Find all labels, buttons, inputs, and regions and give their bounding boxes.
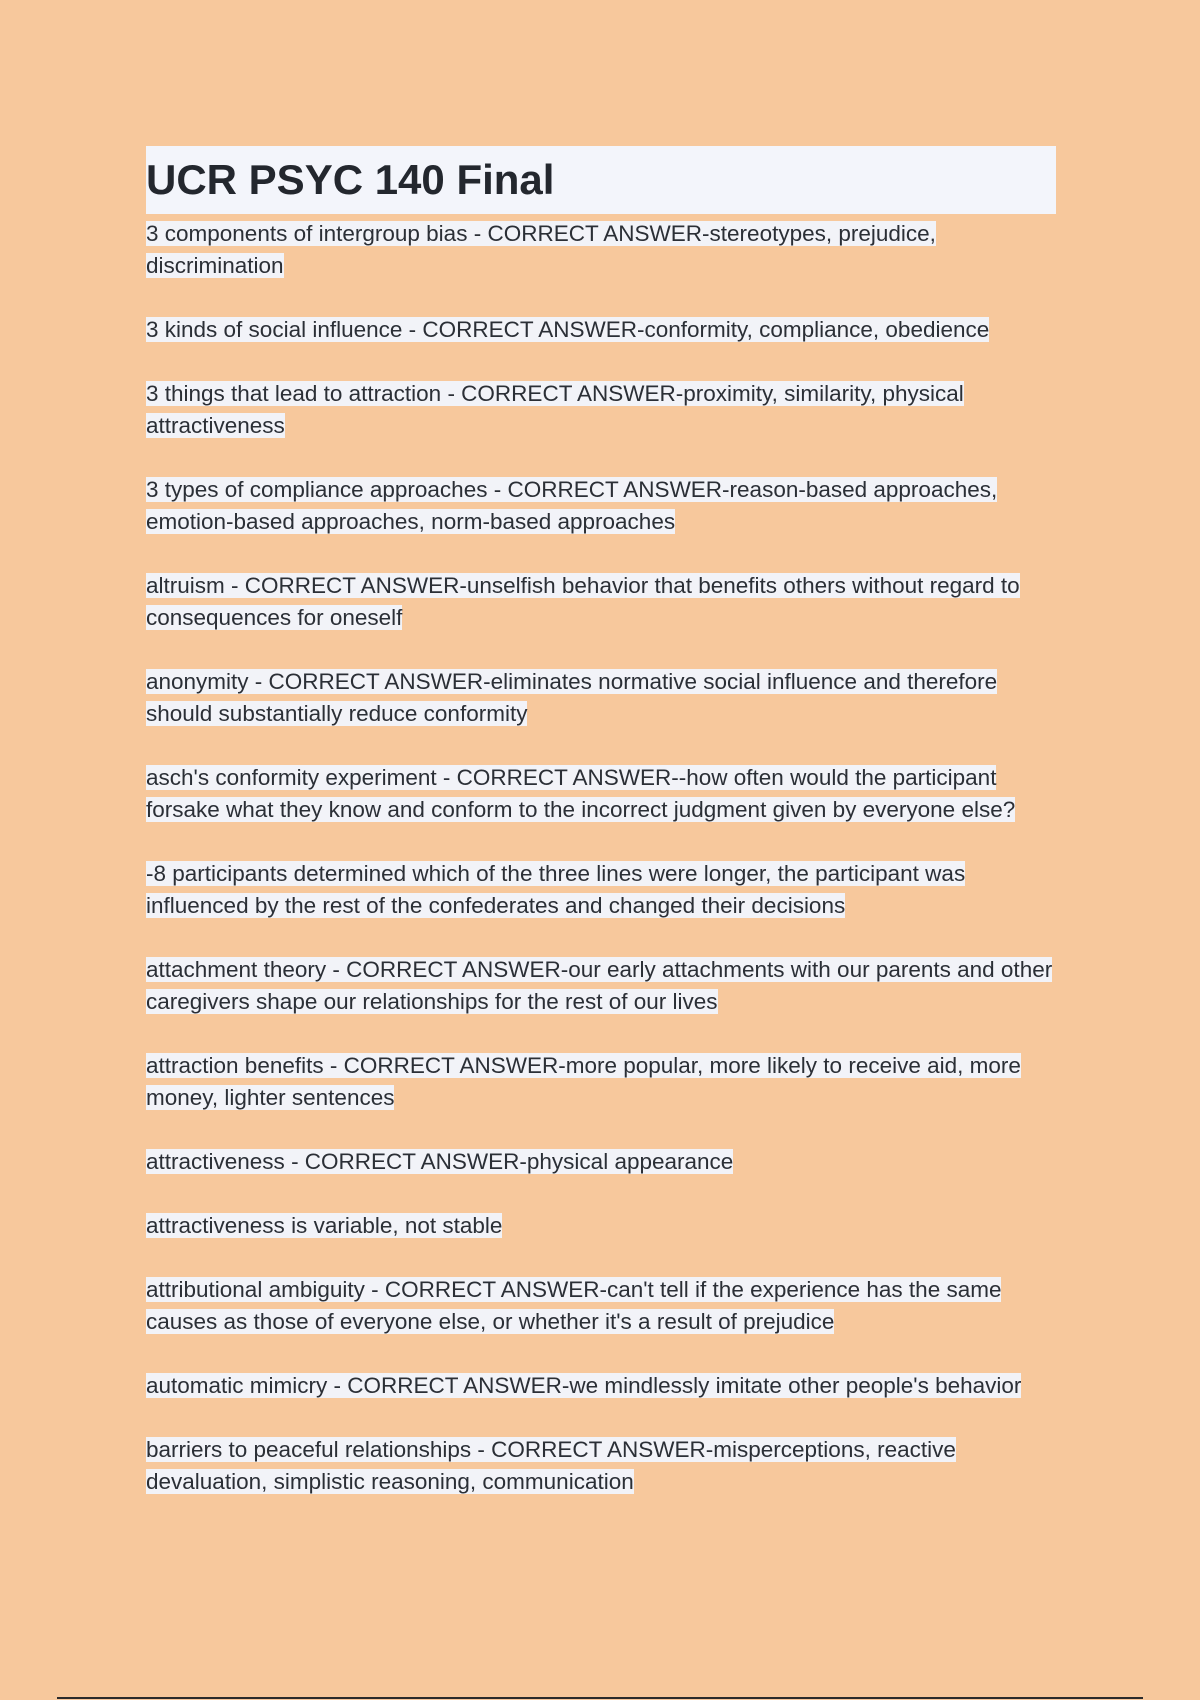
list-item	[146, 1370, 1056, 1402]
document-title: UCR PSYC 140 Final	[146, 156, 555, 203]
list-item	[146, 218, 1056, 282]
list-item	[146, 378, 1056, 442]
entry-text: -8 participants determined which of the three lines were longer, the participant was influenced by the rest of the confederates and changed their decisions	[146, 861, 966, 918]
entry-text: attractiveness is variable, not stable	[146, 1213, 503, 1238]
entry-text: automatic mimicry - CORRECT ANSWER-we mindlessly imitate other people's behavior	[146, 1373, 1022, 1398]
entry-text: 3 kinds of social influence - CORRECT ANSWER-conformity, compliance, obedience	[146, 317, 990, 342]
entry-text: 3 types of compliance approaches - CORRECT ANSWER-reason-based approaches, emotion-based approaches, norm-based approaches	[146, 477, 998, 534]
document-page	[146, 146, 1056, 1530]
entry-text: attributional ambiguity - CORRECT ANSWER-can't tell if the experience has the same causes as those of everyone else, or whether it's a result of prejudice	[146, 1277, 1002, 1334]
entry-text: barriers to peaceful relationships - CORRECT ANSWER-misperceptions, reactive devaluation, simplistic reasoning, communication	[146, 1437, 956, 1494]
list-item	[146, 570, 1056, 634]
page-divider	[57, 1697, 1143, 1699]
list-item	[146, 1050, 1056, 1114]
entry-text: attractiveness - CORRECT ANSWER-physical appearance	[146, 1149, 734, 1174]
list-item	[146, 1434, 1056, 1498]
list-item	[146, 1210, 1056, 1242]
entry-text: 3 things that lead to attraction - CORRECT ANSWER-proximity, similarity, physical attractiveness	[146, 381, 964, 438]
list-item	[146, 954, 1056, 1018]
list-item	[146, 666, 1056, 730]
list-item	[146, 1146, 1056, 1178]
entry-list	[146, 218, 1056, 1498]
list-item	[146, 314, 1056, 346]
entry-text: attraction benefits - CORRECT ANSWER-more popular, more likely to receive aid, more money, lighter sentences	[146, 1053, 1021, 1110]
entry-text: asch's conformity experiment - CORRECT ANSWER--how often would the participant forsake what they know and conform to the incorrect judgment given by everyone else?	[146, 765, 1016, 822]
list-item	[146, 1274, 1056, 1338]
entry-text: altruism - CORRECT ANSWER-unselfish behavior that benefits others without regard to consequences for oneself	[146, 573, 1020, 630]
list-item	[146, 474, 1056, 538]
list-item	[146, 762, 1056, 826]
entry-text: anonymity - CORRECT ANSWER-eliminates normative social influence and therefore should substantially reduce conformity	[146, 669, 998, 726]
entry-text: attachment theory - CORRECT ANSWER-our early attachments with our parents and other caregivers shape our relationships for the rest of our lives	[146, 957, 1053, 1014]
entry-text: 3 components of intergroup bias - CORRECT ANSWER-stereotypes, prejudice, discrimination	[146, 221, 936, 278]
list-item	[146, 858, 1056, 922]
title-bar	[146, 146, 1056, 214]
